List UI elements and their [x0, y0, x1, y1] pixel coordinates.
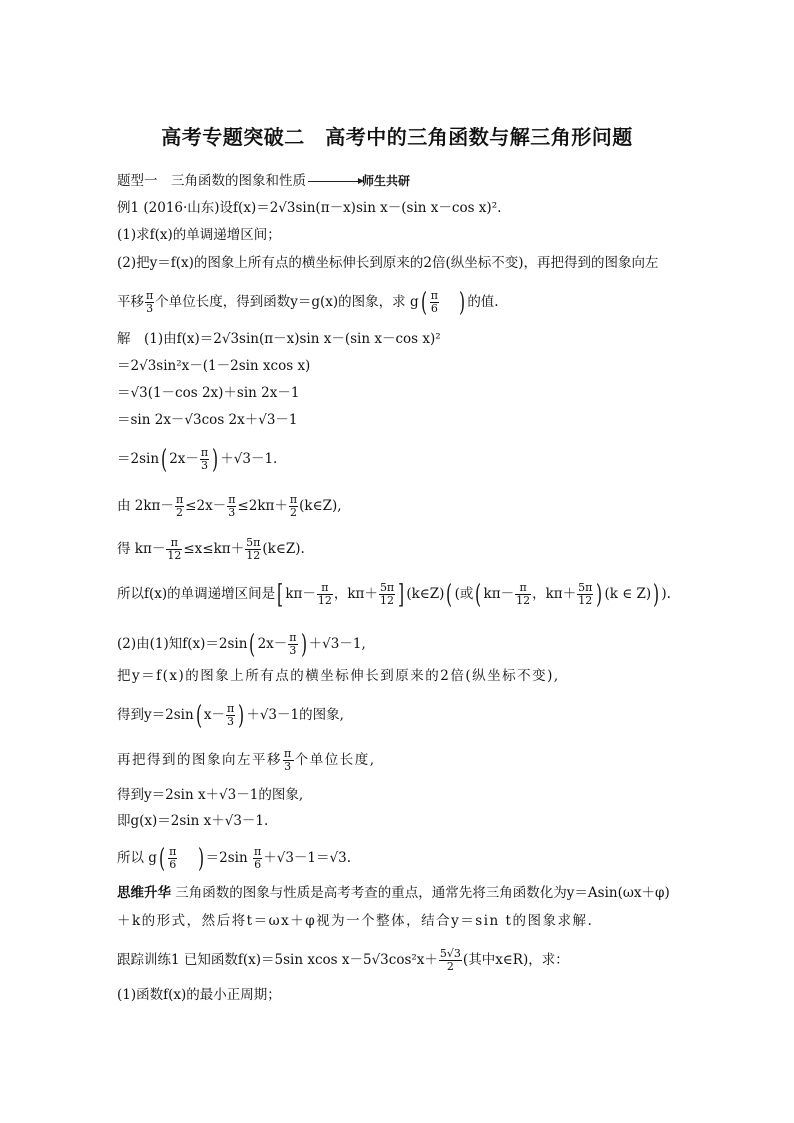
text: 个单位长度，得到函数y＝g(x)的图象，求 g — [155, 294, 419, 310]
paren: ) — [459, 287, 466, 318]
numerator: π — [175, 493, 184, 506]
text: ＋√3－1的图象, — [246, 707, 344, 723]
text: 2x－ — [257, 636, 288, 652]
text: 平移 — [117, 294, 144, 310]
text: 得到y＝2sin — [117, 707, 194, 723]
exercise-statement — [117, 948, 569, 973]
fraction — [430, 290, 439, 315]
text: ≤2kπ＋ — [237, 498, 288, 514]
paren: ( — [249, 629, 256, 660]
question-2-line-1: (2)把y＝f(x)的图象上所有点的横坐标伸长到原来的2倍(纵坐标不变)，再把得到的图象向左 — [117, 255, 659, 271]
fraction — [168, 846, 177, 871]
text: 再把得到的图象向左平移 — [117, 752, 282, 768]
exercise-question-1: (1)函数f(x)的最小正周期； — [117, 987, 281, 1003]
fraction — [439, 948, 462, 973]
fraction — [175, 494, 184, 519]
denominator: 12 — [516, 594, 531, 607]
section-tag: 师生共研 — [362, 174, 411, 188]
numerator: 5π — [379, 581, 395, 594]
text: (2)由(1)知f(x)＝2sin — [117, 636, 248, 652]
denominator: 2 — [446, 960, 454, 973]
text: (k∈Z), — [299, 498, 342, 514]
section-heading — [117, 172, 410, 190]
denominator: 6 — [430, 302, 438, 315]
paren: ( — [446, 579, 453, 610]
solution-line-5 — [117, 444, 278, 475]
text: ＋√3－1＝√3. — [263, 850, 351, 866]
fraction — [283, 748, 294, 773]
question-2-line-2 — [117, 287, 499, 318]
text: (其中x∈R)，求： — [462, 952, 569, 968]
solution-line-13: 得到y＝2sin x＋√3－1的图象, — [117, 787, 304, 803]
numerator: π — [226, 702, 235, 715]
text: (k∈Z) — [406, 586, 445, 602]
solution-line-15 — [117, 843, 351, 874]
solution-line-4: ＝sin 2x－√3cos 2x＋√3－1 — [117, 412, 298, 428]
denominator: 12 — [167, 549, 182, 562]
text: ≤2x－ — [185, 498, 227, 514]
numerator: π — [253, 845, 262, 858]
denominator: 2 — [290, 506, 297, 519]
text: 由 2kπ－ — [117, 498, 174, 514]
fraction — [200, 447, 209, 472]
numerator: 5√3 — [439, 947, 461, 960]
paren: ( — [161, 444, 168, 475]
solution-line-1: 解 (1)由f(x)＝2√3sin(π－x)sin x－(sin x－cos x)² — [117, 331, 441, 347]
section-label: 题型一 三角函数的图象和性质 — [117, 173, 306, 189]
numerator: π — [146, 289, 154, 302]
numerator: π — [284, 747, 293, 760]
paren: ( — [195, 700, 202, 731]
solution-line-10: 把y＝f(x)的图象上所有点的横坐标伸长到原来的2倍(纵坐标不变), — [117, 668, 560, 684]
text: kπ－ — [285, 586, 316, 602]
denominator: 3 — [228, 506, 236, 519]
fraction — [253, 846, 262, 871]
text: ＋√3－1, — [308, 636, 366, 652]
denominator: 12 — [380, 594, 395, 607]
summary-line-1 — [117, 884, 670, 902]
text: 2x－ — [169, 451, 199, 467]
solution-line-9 — [117, 629, 366, 660]
fraction — [577, 582, 593, 607]
numerator: 5π — [578, 581, 593, 594]
numerator: π — [289, 493, 298, 506]
fraction — [288, 632, 297, 657]
numerator: π — [169, 845, 177, 858]
paren: ) — [197, 843, 204, 874]
bracket: ] — [398, 579, 405, 610]
text: ≤x≤kπ＋ — [183, 541, 245, 557]
text: kπ－ — [483, 586, 515, 602]
solution-line-11 — [117, 700, 344, 731]
paren: ) — [653, 579, 660, 610]
summary-label: 思维升华 — [117, 885, 171, 901]
numerator: π — [200, 446, 209, 459]
paren: ) — [212, 444, 219, 475]
text: ). — [661, 586, 671, 602]
text: x－ — [203, 707, 225, 723]
denominator: 6 — [254, 858, 262, 871]
fraction — [379, 582, 395, 607]
text: ，kπ＋ — [333, 586, 378, 602]
fraction — [227, 494, 236, 519]
page-title: 高考专题突破二 高考中的三角函数与解三角形问题 — [161, 125, 633, 149]
fraction — [226, 703, 235, 728]
summary-line-2: ＋k的形式，然后将t＝ωx＋φ视为一个整体，结合y＝sin t的图象求解. — [117, 913, 594, 929]
text: ＝2sin — [205, 850, 248, 866]
solution-line-6 — [117, 494, 342, 519]
denominator: 3 — [284, 760, 293, 773]
solution-line-7 — [117, 537, 305, 562]
text: 得 kπ－ — [117, 541, 166, 557]
numerator: π — [166, 537, 182, 550]
text: (或 — [454, 586, 474, 602]
paren: ( — [420, 287, 427, 318]
numerator: 5π — [246, 536, 261, 549]
text: ＋√3－1. — [220, 451, 278, 467]
denominator: 3 — [289, 644, 297, 657]
fraction — [166, 537, 182, 562]
denominator: 12 — [317, 594, 332, 607]
solution-line-2: ＝2√3sin²x－(1－2sin xcos x) — [117, 358, 311, 374]
numerator: π — [228, 493, 236, 506]
paren: ( — [158, 843, 166, 874]
paren: ) — [596, 579, 603, 610]
numerator: π — [317, 582, 333, 595]
text: 三角函数的图象与性质是高考考查的重点，通常先将三角函数化为y＝Asin(ωx＋φ) — [175, 885, 670, 901]
paren: ) — [300, 629, 307, 660]
denominator: 6 — [169, 858, 177, 871]
solution-line-14: 即g(x)＝2sin x＋√3－1. — [117, 813, 269, 829]
numerator: π — [515, 582, 531, 595]
text: (k ∈ Z) — [604, 586, 652, 602]
denominator: 12 — [578, 594, 593, 607]
text: 所以 g — [117, 850, 157, 866]
fraction — [289, 494, 298, 519]
text: 的值. — [467, 294, 499, 310]
solution-line-3: ＝√3(1－cos 2x)＋sin 2x－1 — [117, 385, 300, 401]
numerator: π — [430, 289, 438, 302]
text: 跟踪训练1 已知函数f(x)＝5sin xcos x－5√3cos²x＋ — [117, 952, 438, 968]
text: (k∈Z). — [262, 541, 305, 557]
text: 所以f(x)的单调递增区间是 — [117, 586, 276, 602]
example-statement: 例1 (2016·山东)设f(x)＝2√3sin(π－x)sin x－(sin x－cos x)². — [117, 200, 502, 216]
paren: ) — [238, 700, 245, 731]
denominator: 3 — [201, 459, 208, 472]
denominator: 2 — [176, 506, 184, 519]
fraction — [515, 582, 531, 607]
text: ，kπ＋ — [532, 586, 577, 602]
text: ＝2sin — [117, 451, 160, 467]
denominator: 3 — [227, 715, 235, 728]
solution-line-12 — [117, 748, 376, 773]
arrow-right-icon — [308, 181, 362, 182]
fraction — [245, 537, 261, 562]
fraction — [317, 582, 333, 607]
question-1: (1)求f(x)的单调递增区间； — [117, 227, 281, 243]
solution-line-8 — [117, 579, 671, 610]
fraction — [145, 290, 154, 315]
denominator: 3 — [146, 302, 154, 315]
denominator: 12 — [246, 549, 261, 562]
paren: ( — [475, 579, 482, 610]
bracket: [ — [277, 579, 284, 610]
numerator: π — [289, 631, 297, 644]
text: 个单位长度, — [294, 752, 376, 768]
